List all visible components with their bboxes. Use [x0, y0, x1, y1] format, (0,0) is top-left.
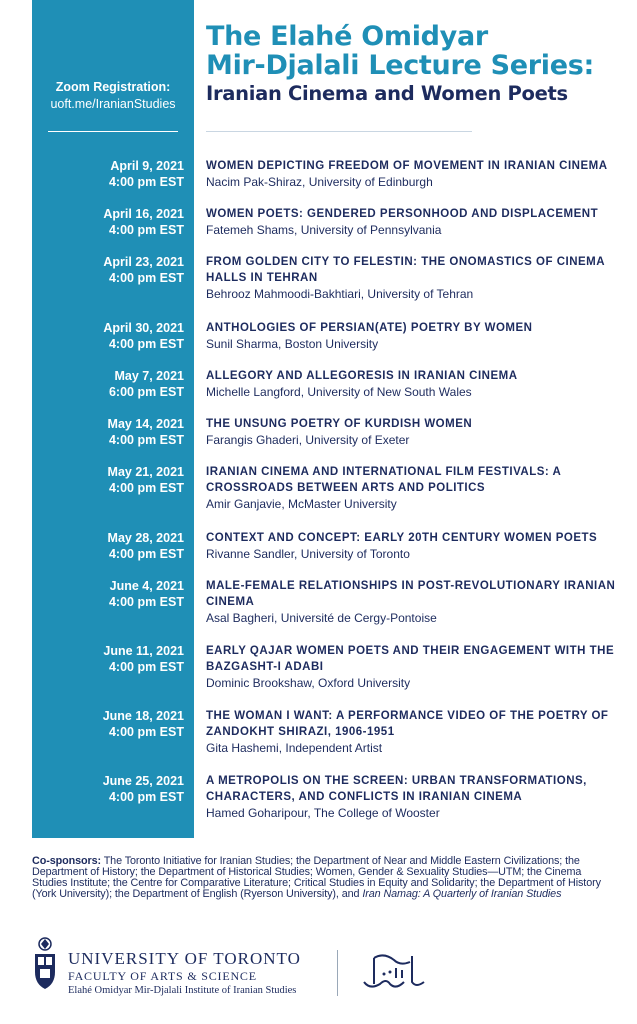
lecture-datetime	[32, 206, 184, 238]
lecture-time: 4:00 pm EST	[108, 595, 184, 609]
lecture-details	[206, 368, 616, 400]
lecture-time: 4:00 pm EST	[108, 660, 184, 674]
university-name: UNIVERSITY OF TORONTO	[68, 949, 301, 968]
lecture-details	[206, 643, 616, 691]
lecture-speaker: Fatemeh Shams, University of Pennsylvania	[206, 223, 442, 237]
lecture-title: FROM GOLDEN CITY TO FELESTIN: THE ONOMASTICS OF CINEMA HALLS IN TEHRAN	[206, 256, 605, 284]
lecture-date: April 30, 2021	[103, 321, 184, 335]
lecture-date: May 7, 2021	[114, 369, 184, 383]
footer-divider	[337, 950, 338, 996]
institute-name: Elahé Omidyar Mir-Djalali Institute of Iranian Studies	[68, 985, 297, 996]
lecture-title: ALLEGORY AND ALLEGORESIS IN IRANIAN CINEMA	[206, 370, 518, 382]
lecture-title: THE UNSUNG POETRY OF KURDISH WOMEN	[206, 418, 473, 430]
lecture-time: 4:00 pm EST	[108, 337, 184, 351]
lecture-speaker: Farangis Ghaderi, University of Exeter	[206, 433, 410, 447]
lecture-datetime	[32, 708, 184, 740]
lecture-datetime	[32, 254, 184, 286]
lecture-date: June 18, 2021	[102, 709, 184, 723]
zoom-label: Zoom Registration:	[55, 80, 171, 94]
lecture-datetime	[32, 773, 184, 805]
lecture-details	[206, 254, 616, 302]
cosponsors-text	[32, 856, 612, 900]
lecture-datetime	[32, 320, 184, 352]
page-subtitle: Iranian Cinema and Women Poets	[206, 82, 568, 105]
lecture-details	[206, 578, 616, 626]
lecture-time: 4:00 pm EST	[108, 223, 184, 237]
lecture-title: IRANIAN CINEMA AND INTERNATIONAL FILM FESTIVALS: A CROSSROADS BETWEEN ARTS AND POLITICS	[206, 466, 561, 494]
lecture-speaker: Sunil Sharma, Boston University	[206, 337, 379, 351]
lecture-details	[206, 206, 616, 238]
header-divider	[206, 131, 472, 132]
title-line-1: The Elahé Omidyar	[206, 21, 488, 52]
lecture-datetime	[32, 578, 184, 610]
lecture-datetime	[32, 158, 184, 190]
lecture-details	[206, 158, 616, 190]
lecture-time: 6:00 pm EST	[108, 385, 184, 399]
lecture-details	[206, 464, 616, 512]
lecture-title: MALE-FEMALE RELATIONSHIPS IN POST-REVOLUTIONARY IRANIAN CINEMA	[206, 580, 616, 608]
lecture-title: THE WOMAN I WANT: A PERFORMANCE VIDEO OF THE POETRY OF ZANDOKHT SHIRAZI, 1906-1951	[206, 710, 609, 738]
lecture-speaker: Hamed Goharipour, The College of Wooster	[206, 806, 440, 820]
lecture-datetime	[32, 643, 184, 675]
lecture-time: 4:00 pm EST	[108, 725, 184, 739]
university-crest-icon	[32, 936, 58, 994]
lecture-time: 4:00 pm EST	[108, 790, 184, 804]
lecture-date: April 23, 2021	[103, 255, 184, 269]
lecture-datetime	[32, 464, 184, 496]
faculty-name: FACULTY OF ARTS & SCIENCE	[68, 969, 257, 983]
lecture-date: May 28, 2021	[107, 531, 184, 545]
lecture-time: 4:00 pm EST	[108, 547, 184, 561]
lecture-title: ANTHOLOGIES OF PERSIAN(ATE) POETRY BY WOMEN	[206, 322, 533, 334]
title-line-2: Mir-Djalali Lecture Series:	[206, 50, 595, 81]
lecture-title: EARLY QAJAR WOMEN POETS AND THEIR ENGAGEMENT WITH THE BAZGASHT-I ADABI	[206, 645, 615, 673]
lecture-date: May 14, 2021	[107, 417, 184, 431]
lecture-datetime	[32, 416, 184, 448]
lecture-speaker: Asal Bagheri, Université de Cergy-Pontoise	[206, 611, 437, 625]
lecture-speaker: Dominic Brookshaw, Oxford University	[206, 676, 411, 690]
lecture-speaker: Rivanne Sandler, University of Toronto	[206, 547, 410, 561]
zoom-url-link[interactable]: uoft.me/IranianStudies	[50, 97, 176, 111]
lecture-title: CONTEXT AND CONCEPT: EARLY 20TH CENTURY WOMEN POETS	[206, 532, 598, 544]
lecture-details	[206, 773, 616, 821]
lecture-datetime	[32, 530, 184, 562]
lecture-speaker: Gita Hashemi, Independent Artist	[206, 741, 383, 755]
lecture-speaker: Michelle Langford, University of New South Wales	[206, 385, 472, 399]
lecture-details	[206, 530, 616, 562]
cosponsors-label: Co-sponsors:	[32, 855, 101, 867]
lecture-date: June 11, 2021	[103, 644, 184, 658]
lecture-date: June 25, 2021	[102, 774, 184, 788]
page-title	[206, 22, 594, 80]
lecture-date: April 16, 2021	[103, 207, 184, 221]
lecture-time: 4:00 pm EST	[108, 481, 184, 495]
lecture-date: June 4, 2021	[109, 579, 184, 593]
lecture-time: 4:00 pm EST	[108, 271, 184, 285]
lecture-title: A METROPOLIS ON THE SCREEN: URBAN TRANSFORMATIONS, CHARACTERS, AND CONFLICTS IN IRANIAN CINEMA	[206, 775, 587, 803]
lecture-title: WOMEN DEPICTING FREEDOM OF MOVEMENT IN IRANIAN CINEMA	[206, 160, 608, 172]
lecture-time: 4:00 pm EST	[108, 175, 184, 189]
journal-name: Iran Namag: A Quarterly of Iranian Studies	[362, 888, 562, 900]
lecture-date: May 21, 2021	[107, 465, 184, 479]
lecture-details	[206, 416, 616, 448]
iran-namag-logo-icon	[360, 948, 428, 994]
lecture-datetime	[32, 368, 184, 400]
lecture-details	[206, 708, 616, 756]
lecture-date: April 9, 2021	[110, 159, 184, 173]
lecture-time: 4:00 pm EST	[108, 433, 184, 447]
lecture-speaker: Behrooz Mahmoodi-Bakhtiari, University of Tehran	[206, 287, 474, 301]
cosponsors-list: The Toronto Initiative for Iranian Studies; the Department of Near and Middle Eastern Civilizations; the Department of History; the Department of Historical Studies; Women, Gender & Sexuality Studies—UTM; the Cinema Studies Institute; the Centre for Comparative Literature; Critical Studies in Equity and Solidarity; the Department of History (York University); the Department of English (Ryerson University), and	[32, 855, 601, 900]
lecture-speaker: Amir Ganjavie, McMaster University	[206, 497, 397, 511]
zoom-registration	[32, 79, 194, 113]
lecture-details	[206, 320, 616, 352]
lecture-speaker: Nacim Pak-Shiraz, University of Edinburgh	[206, 175, 433, 189]
sidebar-divider	[48, 131, 178, 132]
lecture-title: WOMEN POETS: GENDERED PERSONHOOD AND DISPLACEMENT	[206, 208, 599, 220]
